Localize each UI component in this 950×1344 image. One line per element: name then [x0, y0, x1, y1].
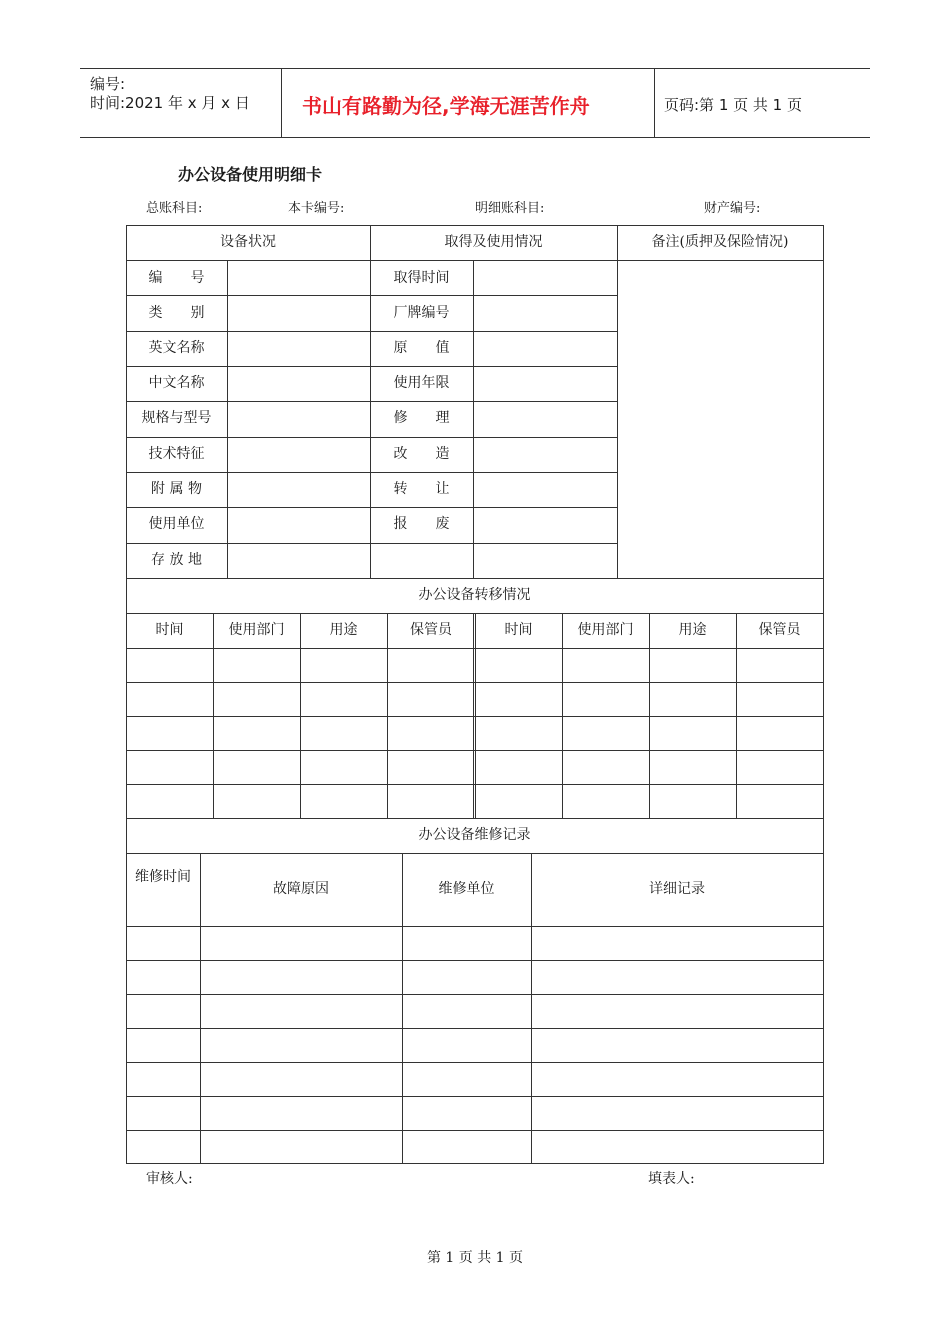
- grid-line: [126, 401, 617, 402]
- grid-line: [126, 750, 824, 751]
- grid-line: [531, 853, 532, 1163]
- grid-line: [126, 818, 824, 819]
- repair-col-unit: 维修单位: [438, 881, 495, 897]
- grid-line: [126, 260, 824, 261]
- transfer-column-header: 保管员: [758, 622, 801, 638]
- grid-line: [227, 260, 228, 578]
- acquire-header: 取得及使用情况: [444, 234, 543, 250]
- grid-line: [126, 225, 824, 226]
- grid-line: [126, 1062, 824, 1063]
- grid-line: [126, 331, 617, 332]
- acquire-label: 取得时间: [393, 270, 450, 286]
- grid-line: [126, 926, 824, 927]
- grid-line: [126, 507, 617, 508]
- repair-col-details: 详细记录: [649, 881, 705, 897]
- header-left-cell: [80, 69, 282, 137]
- status-label: 技术特征: [148, 446, 205, 462]
- transfer-column-header: 保管员: [410, 622, 452, 638]
- time-label: 时间:2021 年 x 月 x 日: [90, 94, 250, 112]
- grid-line: [126, 578, 824, 579]
- field-general-ledger: 总账科目:: [146, 201, 203, 216]
- transfer-column-header: 用途: [329, 622, 358, 638]
- grid-line: [126, 682, 824, 683]
- grid-line: [402, 853, 403, 1163]
- grid-line: [126, 648, 824, 649]
- grid-line: [126, 784, 824, 785]
- grid-line: [126, 716, 824, 717]
- grid-line: [126, 1096, 824, 1097]
- grid-line: [617, 225, 618, 578]
- acquire-label: 使用年限: [393, 375, 450, 391]
- filler-label: 填表人:: [648, 1171, 695, 1187]
- grid-line: [126, 366, 617, 367]
- status-label: 规格与型号: [141, 410, 212, 426]
- acquire-label: 转 让: [393, 481, 450, 497]
- reviewer-label: 审核人:: [146, 1171, 193, 1187]
- grid-line: [126, 437, 617, 438]
- grid-line: [126, 994, 824, 995]
- page-footer: 第 1 页 共 1 页: [426, 1250, 524, 1266]
- remarks-header: 备注(质押及保险情况): [651, 234, 789, 250]
- grid-line: [126, 1163, 824, 1164]
- acquire-label: 修 理: [393, 410, 450, 426]
- status-label: 使用单位: [148, 516, 205, 532]
- status-label: 编 号: [148, 270, 205, 286]
- status-header: 设备状况: [220, 234, 276, 250]
- grid-line: [126, 472, 617, 473]
- transfer-column-header: 使用部门: [577, 622, 634, 638]
- transfer-title: 办公设备转移情况: [418, 587, 531, 603]
- grid-line: [126, 960, 824, 961]
- acquire-label: 原 值: [393, 340, 450, 356]
- acquire-label: 厂牌编号: [393, 305, 450, 321]
- grid-line: [200, 853, 201, 1163]
- acquire-label: 改 造: [393, 446, 450, 462]
- transfer-column-header: 时间: [504, 622, 533, 638]
- grid-line: [473, 260, 474, 578]
- status-label: 附 属 物: [151, 481, 202, 497]
- acquire-label: 报 废: [393, 516, 450, 532]
- field-property-number: 财产编号:: [704, 201, 761, 216]
- status-label: 类 别: [148, 305, 205, 321]
- grid-line: [126, 1028, 824, 1029]
- grid-line: [126, 1130, 824, 1131]
- motto-text: 书山有路勤为径,学海无涯苦作舟: [302, 94, 590, 118]
- repair-col-time: 维修时间: [135, 869, 191, 885]
- grid-line: [126, 853, 824, 854]
- transfer-column-header: 时间: [155, 622, 184, 638]
- page-label: 页码:第 1 页 共 1 页: [664, 96, 802, 114]
- status-label: 英文名称: [148, 340, 205, 356]
- grid-line: [823, 225, 824, 1163]
- status-label: 存 放 地: [151, 552, 202, 568]
- repair-col-cause: 故障原因: [273, 881, 329, 897]
- transfer-column-header: 用途: [678, 622, 707, 638]
- field-card-number: 本卡编号:: [288, 201, 345, 216]
- status-label: 中文名称: [148, 375, 205, 391]
- field-detail-ledger: 明细账科目:: [475, 201, 545, 216]
- card-title: 办公设备使用明细卡: [178, 165, 323, 184]
- number-label: 编号:: [90, 75, 126, 93]
- grid-line: [126, 543, 617, 544]
- repair-title: 办公设备维修记录: [418, 827, 531, 843]
- transfer-column-header: 使用部门: [228, 622, 285, 638]
- grid-line: [126, 295, 617, 296]
